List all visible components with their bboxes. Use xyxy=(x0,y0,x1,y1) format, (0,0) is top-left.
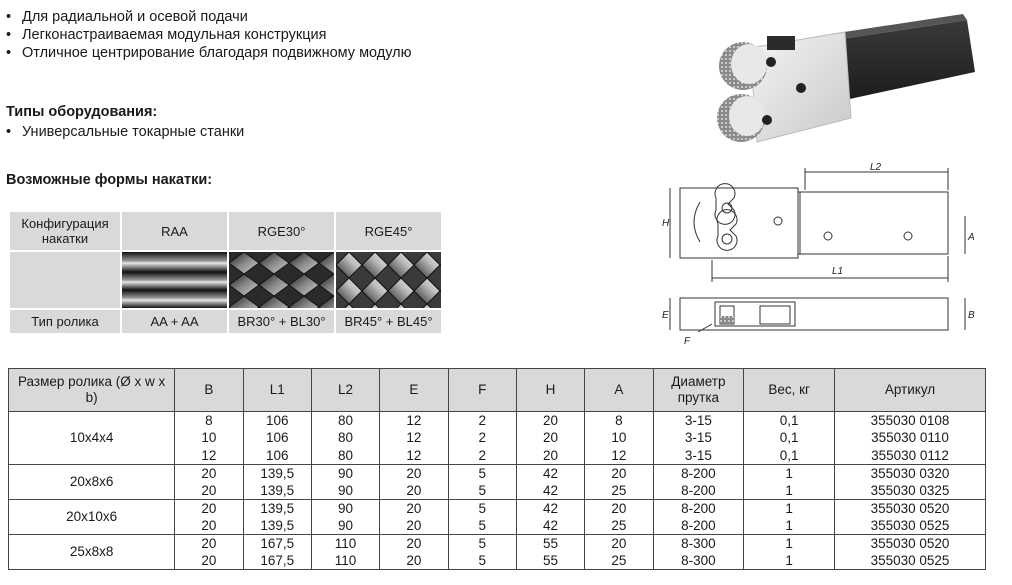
table-cell: 80 xyxy=(311,412,379,430)
table-cell: 20 xyxy=(585,464,653,482)
table-cell: 5 xyxy=(448,517,516,535)
table-cell: 167,5 xyxy=(243,552,311,570)
table-cell: 20 xyxy=(380,534,448,552)
col-header: Артикул xyxy=(835,369,986,412)
table-cell: 20 xyxy=(516,447,584,465)
table-cell: 8-200 xyxy=(653,464,744,482)
forms-title: Возможные формы накатки: xyxy=(6,172,213,188)
table-row xyxy=(9,412,986,430)
table-cell: 80 xyxy=(311,429,379,447)
table-cell: 139,5 xyxy=(243,464,311,482)
table-cell: 8 xyxy=(175,412,243,430)
table-cell: 20 xyxy=(175,482,243,500)
table-cell: 20 xyxy=(175,552,243,570)
table-cell: 5 xyxy=(448,464,516,482)
col-header: Размер ролика (Ø x w x b) xyxy=(9,369,175,412)
col-header: A xyxy=(585,369,653,412)
table-cell: 12 xyxy=(380,412,448,430)
table-cell: 5 xyxy=(448,482,516,500)
table-cell: 8 xyxy=(585,412,653,430)
table-cell: 1 xyxy=(744,552,835,570)
equipment-item: • Универсальные токарные станки xyxy=(6,123,244,141)
table-cell: 80 xyxy=(311,447,379,465)
table-cell: 355030 0320 xyxy=(835,464,986,482)
table-cell: 20 xyxy=(175,499,243,517)
table-cell: 139,5 xyxy=(243,517,311,535)
tool-photo xyxy=(705,10,980,150)
roller-type: BR30° + BL30° xyxy=(229,310,334,333)
table-cell: 25 xyxy=(585,552,653,570)
table-cell: 355030 0525 xyxy=(835,552,986,570)
table-cell: 20 xyxy=(585,499,653,517)
table-cell: 355030 0112 xyxy=(835,447,986,465)
table-cell: 0,1 xyxy=(744,429,835,447)
equipment-title: Типы оборудования: xyxy=(6,104,158,120)
table-row xyxy=(9,534,986,552)
dim-l2: L2 xyxy=(870,162,882,173)
table-cell: 106 xyxy=(243,412,311,430)
col-header: L1 xyxy=(243,369,311,412)
table-cell: 355030 0520 xyxy=(835,499,986,517)
col-header: L2 xyxy=(311,369,379,412)
roller-size-cell: 20x10x6 xyxy=(9,499,175,534)
table-cell: 355030 0108 xyxy=(835,412,986,430)
table-cell: 1 xyxy=(744,517,835,535)
col-header: E xyxy=(380,369,448,412)
table-cell: 90 xyxy=(311,464,379,482)
table-cell: 3-15 xyxy=(653,447,744,465)
pattern-straight-image xyxy=(122,252,227,308)
table-cell: 42 xyxy=(516,482,584,500)
table-cell: 106 xyxy=(243,447,311,465)
table-cell: 355030 0525 xyxy=(835,517,986,535)
col-header: Вес, кг xyxy=(744,369,835,412)
table-cell: 25 xyxy=(585,517,653,535)
table-cell: 3-15 xyxy=(653,429,744,447)
table-cell: 20 xyxy=(585,534,653,552)
roller-type: BR45° + BL45° xyxy=(336,310,441,333)
table-cell: 20 xyxy=(175,464,243,482)
dim-h: H xyxy=(662,218,670,229)
table-cell: 0,1 xyxy=(744,447,835,465)
table-row xyxy=(9,499,986,517)
table-row xyxy=(9,464,986,482)
table-cell: 20 xyxy=(380,517,448,535)
table-cell: 20 xyxy=(380,482,448,500)
table-cell: 1 xyxy=(744,534,835,552)
table-cell: 20 xyxy=(380,552,448,570)
table-cell: 12 xyxy=(585,447,653,465)
table-cell: 2 xyxy=(448,412,516,430)
table-cell: 167,5 xyxy=(243,534,311,552)
pattern-diamond30-image xyxy=(229,252,334,308)
table-cell: 355030 0520 xyxy=(835,534,986,552)
table-cell: 42 xyxy=(516,464,584,482)
table-cell: 12 xyxy=(380,447,448,465)
table-cell: 42 xyxy=(516,517,584,535)
table-cell: 2 xyxy=(448,447,516,465)
table-cell: 8-200 xyxy=(653,517,744,535)
table-cell: 110 xyxy=(311,534,379,552)
table-cell: 5 xyxy=(448,552,516,570)
table-cell: 1 xyxy=(744,464,835,482)
pattern-diamond45-image xyxy=(336,252,441,308)
table-cell: 5 xyxy=(448,499,516,517)
table-cell: 110 xyxy=(311,552,379,570)
forms-image-blank xyxy=(10,252,120,308)
table-cell: 1 xyxy=(744,499,835,517)
table-cell: 5 xyxy=(448,534,516,552)
col-header: F xyxy=(448,369,516,412)
table-cell: 1 xyxy=(744,482,835,500)
col-header: H xyxy=(516,369,584,412)
table-cell: 8-200 xyxy=(653,499,744,517)
dim-a: A xyxy=(968,232,975,243)
dim-e: E xyxy=(662,310,669,321)
dim-b: B xyxy=(968,310,975,321)
table-cell: 90 xyxy=(311,499,379,517)
table-cell: 20 xyxy=(380,464,448,482)
feature-item: • Отличное центрирование благодаря подвижному модулю xyxy=(6,44,426,62)
specs-header-row xyxy=(9,369,986,412)
table-cell: 8-200 xyxy=(653,482,744,500)
form-name: RGE45° xyxy=(336,212,441,250)
table-cell: 12 xyxy=(380,429,448,447)
table-cell: 10 xyxy=(175,429,243,447)
roller-type-label: Тип ролика xyxy=(10,310,120,333)
table-cell: 355030 0325 xyxy=(835,482,986,500)
table-cell: 90 xyxy=(311,517,379,535)
table-cell: 8-300 xyxy=(653,552,744,570)
form-name: RGE30° xyxy=(229,212,334,250)
roller-size-cell: 20x8x6 xyxy=(9,464,175,499)
table-cell: 20 xyxy=(516,412,584,430)
table-cell: 20 xyxy=(175,517,243,535)
table-cell: 139,5 xyxy=(243,482,311,500)
features-list xyxy=(6,8,426,62)
table-cell: 55 xyxy=(516,552,584,570)
table-cell: 139,5 xyxy=(243,499,311,517)
table-cell: 3-15 xyxy=(653,412,744,430)
table-cell: 55 xyxy=(516,534,584,552)
table-cell: 355030 0110 xyxy=(835,429,986,447)
table-cell: 20 xyxy=(380,499,448,517)
technical-drawing xyxy=(660,160,990,350)
feature-item: • Для радиальной и осевой подачи xyxy=(6,8,426,26)
equipment-list xyxy=(6,123,244,141)
table-cell: 90 xyxy=(311,482,379,500)
table-cell: 12 xyxy=(175,447,243,465)
knurl-forms-table xyxy=(8,210,443,335)
table-cell: 106 xyxy=(243,429,311,447)
dim-f: F xyxy=(684,336,691,347)
table-cell: 20 xyxy=(175,534,243,552)
col-header: Диаметр прутка xyxy=(653,369,744,412)
table-cell: 42 xyxy=(516,499,584,517)
specs-body xyxy=(9,412,986,570)
specs-table xyxy=(8,368,986,570)
col-header: B xyxy=(175,369,243,412)
table-cell: 8-300 xyxy=(653,534,744,552)
table-cell: 0,1 xyxy=(744,412,835,430)
roller-type: AA + AA xyxy=(122,310,227,333)
roller-size-cell: 10x4x4 xyxy=(9,412,175,465)
dim-l1: L1 xyxy=(832,266,844,277)
form-name: RAA xyxy=(122,212,227,250)
table-cell: 25 xyxy=(585,482,653,500)
forms-header-label: Конфигурация накатки xyxy=(10,212,120,250)
table-cell: 10 xyxy=(585,429,653,447)
table-cell: 20 xyxy=(516,429,584,447)
table-cell: 2 xyxy=(448,429,516,447)
roller-size-cell: 25x8x8 xyxy=(9,534,175,569)
feature-item: • Легконастраиваемая модульная конструкция xyxy=(6,26,426,44)
